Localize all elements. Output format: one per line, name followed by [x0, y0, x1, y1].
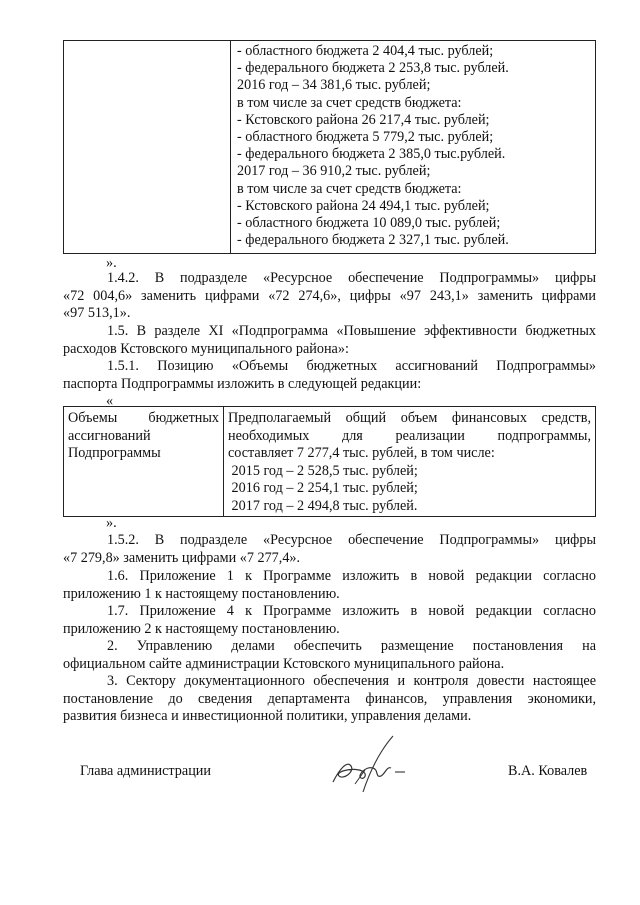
closing-quote: ». [106, 515, 117, 531]
funding-line: - областного бюджета 10 089,0 тыс. рублей; [237, 215, 501, 232]
text-line: 1.5.1. Позицию «Объемы бюджетных ассигнований Подпрограммы» [107, 358, 596, 374]
paragraph-1-5-1 [63, 358, 596, 393]
value-line: 2016 год – 2 254,1 тыс. рублей; [228, 480, 418, 497]
table-label-cell [64, 407, 224, 517]
funding-line: - федерального бюджета 2 327,1 тыс. рублей. [237, 232, 509, 249]
paragraph-1-5 [63, 323, 596, 358]
value-line: 2017 год – 2 494,8 тыс. рублей. [228, 497, 418, 514]
value-line: необходимых для реализации подпрограммы, [228, 427, 591, 444]
funding-line: - Кстовского района 26 217,4 тыс. рублей; [237, 111, 490, 128]
paragraph-1-6 [63, 568, 596, 603]
text-line: приложению 1 к настоящему постановлению. [63, 585, 340, 602]
funding-table-continuation [63, 40, 596, 254]
funding-line: - областного бюджета 2 404,4 тыс. рублей; [237, 43, 494, 59]
funding-line: в том числе за счет средств бюджета: [237, 94, 462, 111]
text-line: 1.4.2. В подразделе «Ресурсное обеспечение Подпрограммы» цифры [107, 270, 596, 286]
funding-line: - Кстовского района 24 494,1 тыс. рублей; [237, 197, 490, 214]
text-line: приложению 2 к настоящему постановлению. [63, 620, 340, 637]
paragraph-1-4-2 [63, 270, 596, 323]
funding-line: - федерального бюджета 2 253,8 тыс. рублей. [237, 60, 509, 77]
text-line: «72 004,6» заменить цифрами «72 274,6», цифры «97 243,1» заменить цифрами [63, 287, 596, 304]
funding-line: 2016 год – 34 381,6 тыс. рублей; [237, 77, 431, 94]
closing-quote: ». [106, 255, 117, 271]
funding-line: - областного бюджета 5 779,2 тыс. рублей; [237, 129, 494, 146]
text-line: 1.5.2. В подразделе «Ресурсное обеспечение Подпрограммы» цифры [107, 532, 596, 548]
funding-line: 2017 год – 36 910,2 тыс. рублей; [237, 163, 431, 180]
table-right-cell [231, 41, 596, 254]
label-line: Подпрограммы [68, 445, 161, 462]
text-line: расходов Кстовского муниципального района»: [63, 340, 349, 357]
funding-line: - федерального бюджета 2 385,0 тыс.рублей. [237, 146, 506, 163]
text-line: «97 513,1». [63, 305, 131, 322]
text-line: «7 279,8» заменить цифрами «7 277,4». [63, 549, 301, 566]
text-line: 3. Сектору документационного обеспечения и контроля довести настоящее [107, 673, 596, 689]
paragraph-1-5-2 [63, 532, 596, 567]
paragraph-1-7 [63, 603, 596, 638]
value-line: составляет 7 277,4 тыс. рублей, в том числе: [228, 445, 495, 462]
label-line: Объемы бюджетных [68, 410, 219, 426]
signatory-position: Глава администрации [80, 763, 211, 779]
funding-line: в том числе за счет средств бюджета: [237, 180, 462, 197]
signatory-name: В.А. Ковалев [508, 763, 588, 779]
opening-quote: « [106, 393, 114, 409]
budget-allocation-table [63, 406, 596, 517]
text-line: 1.5. В разделе XI «Подпрограмма «Повышение эффективности бюджетных [107, 323, 596, 339]
table-left-cell [64, 41, 231, 254]
text-line: 1.6. Приложение 1 к Программе изложить в новой редакции согласно [107, 568, 596, 584]
paragraph-2 [63, 638, 596, 673]
text-line: 1.7. Приложение 4 к Программе изложить в новой редакции согласно [107, 603, 596, 619]
value-line: 2015 год – 2 528,5 тыс. рублей; [228, 462, 418, 479]
text-line: паспорта Подпрограммы изложить в следующей редакции: [63, 375, 422, 392]
text-line: развития бизнеса и инвестиционной политики, управления делами. [63, 708, 472, 725]
handwritten-signature [325, 730, 415, 800]
text-line: 2. Управлению делами обеспечить размещение постановления на [107, 638, 596, 654]
table-value-cell [224, 407, 596, 517]
text-line: официальном сайте администрации Кстовского муниципального района. [63, 655, 505, 672]
label-line: ассигнований [68, 427, 151, 444]
value-line: Предполагаемый общий объем финансовых средств, [228, 410, 591, 426]
paragraph-3 [63, 673, 596, 726]
text-line: постановление до сведения департамента финансов, управления экономики, [63, 690, 596, 707]
